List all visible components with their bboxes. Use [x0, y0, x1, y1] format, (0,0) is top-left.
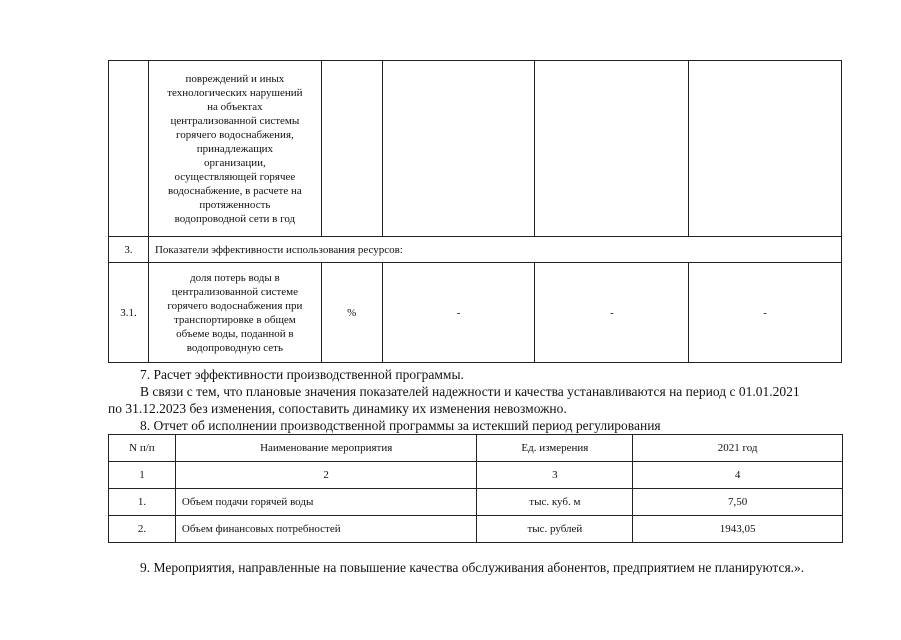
table-cell [109, 61, 149, 237]
name-line: технологических нарушений [167, 86, 303, 99]
table-row [109, 237, 842, 263]
row-number: 2. [109, 516, 176, 543]
indicator-name-cell [148, 263, 321, 363]
unit-cell: % [321, 263, 382, 363]
name-line: водопроводной сети в год [174, 212, 296, 225]
value-cell: - [535, 263, 689, 363]
name-line: горячего водоснабжения, [175, 128, 294, 141]
table-cell [689, 61, 842, 237]
numbering-cell: 4 [633, 462, 843, 489]
value-cell: 7,50 [633, 489, 843, 516]
value-cell: - [382, 263, 535, 363]
row-number: 1. [109, 489, 176, 516]
report-table [108, 434, 843, 543]
numbering-cell: 2 [175, 462, 477, 489]
name-line: объеме воды, поданной в [176, 327, 294, 340]
name-line: транспортировке в общем [173, 313, 296, 326]
name-line: горячего водоснабжения при [167, 299, 303, 312]
numbering-cell: 1 [109, 462, 176, 489]
header-cell: Ед. измерения [477, 435, 633, 462]
name-line: организации, [203, 156, 266, 169]
row-number: 3.1. [109, 263, 149, 363]
name-line: централизованной системы [170, 114, 300, 127]
section-7-heading: 7. Расчет эффективности производственной программы. [140, 367, 464, 382]
table-row [109, 489, 843, 516]
table-row [109, 61, 842, 237]
numbering-cell: 3 [477, 462, 633, 489]
table-header-row [109, 435, 843, 462]
section-8-heading: 8. Отчет об исполнении производственной программы за истекший период регулирования [140, 418, 661, 433]
name-line: осуществляющей горячее [174, 170, 296, 183]
unit-cell: тыс. куб. м [477, 489, 633, 516]
name-line: доля потерь воды в [190, 271, 280, 284]
value-cell: - [689, 263, 842, 363]
row-number: 3. [109, 237, 149, 263]
name-line: водоснабжение, в расчете на [168, 184, 302, 197]
section-label: Показатели эффективности использования ресурсов: [148, 237, 841, 263]
header-cell: N п/п [109, 435, 176, 462]
unit-cell: тыс. рублей [477, 516, 633, 543]
numbering-row [109, 462, 843, 489]
name-line: на объектах [207, 100, 263, 113]
value-cell: 1943,05 [633, 516, 843, 543]
table-cell [535, 61, 689, 237]
name-line: повреждений и иных [185, 72, 285, 85]
name-line: водопроводную сеть [186, 341, 284, 354]
table-row [109, 263, 842, 363]
indicator-name-cell [148, 61, 321, 237]
header-cell: 2021 год [633, 435, 843, 462]
table-cell [382, 61, 535, 237]
table-row [109, 516, 843, 543]
header-cell: Наименование мероприятия [175, 435, 477, 462]
section-7-text-line-2: по 31.12.2023 без изменения, сопоставить динамику их изменения невозможно. [108, 401, 567, 416]
name-line: централизованной системе [171, 285, 299, 298]
name-line: принадлежащих [196, 142, 274, 155]
name-line: протяженность [199, 198, 271, 211]
indicators-table [108, 60, 842, 363]
activity-name: Объем подачи горячей воды [175, 489, 477, 516]
section-7-text-line-1: В связи с тем, что плановые значения показателей надежности и качества устанавливаются на период с 01.01.2021 [140, 384, 800, 399]
section-9-text: 9. Мероприятия, направленные на повышение качества обслуживания абонентов, предприятием не планируются.». [140, 560, 805, 575]
table-cell [321, 61, 382, 237]
activity-name: Объем финансовых потребностей [175, 516, 477, 543]
